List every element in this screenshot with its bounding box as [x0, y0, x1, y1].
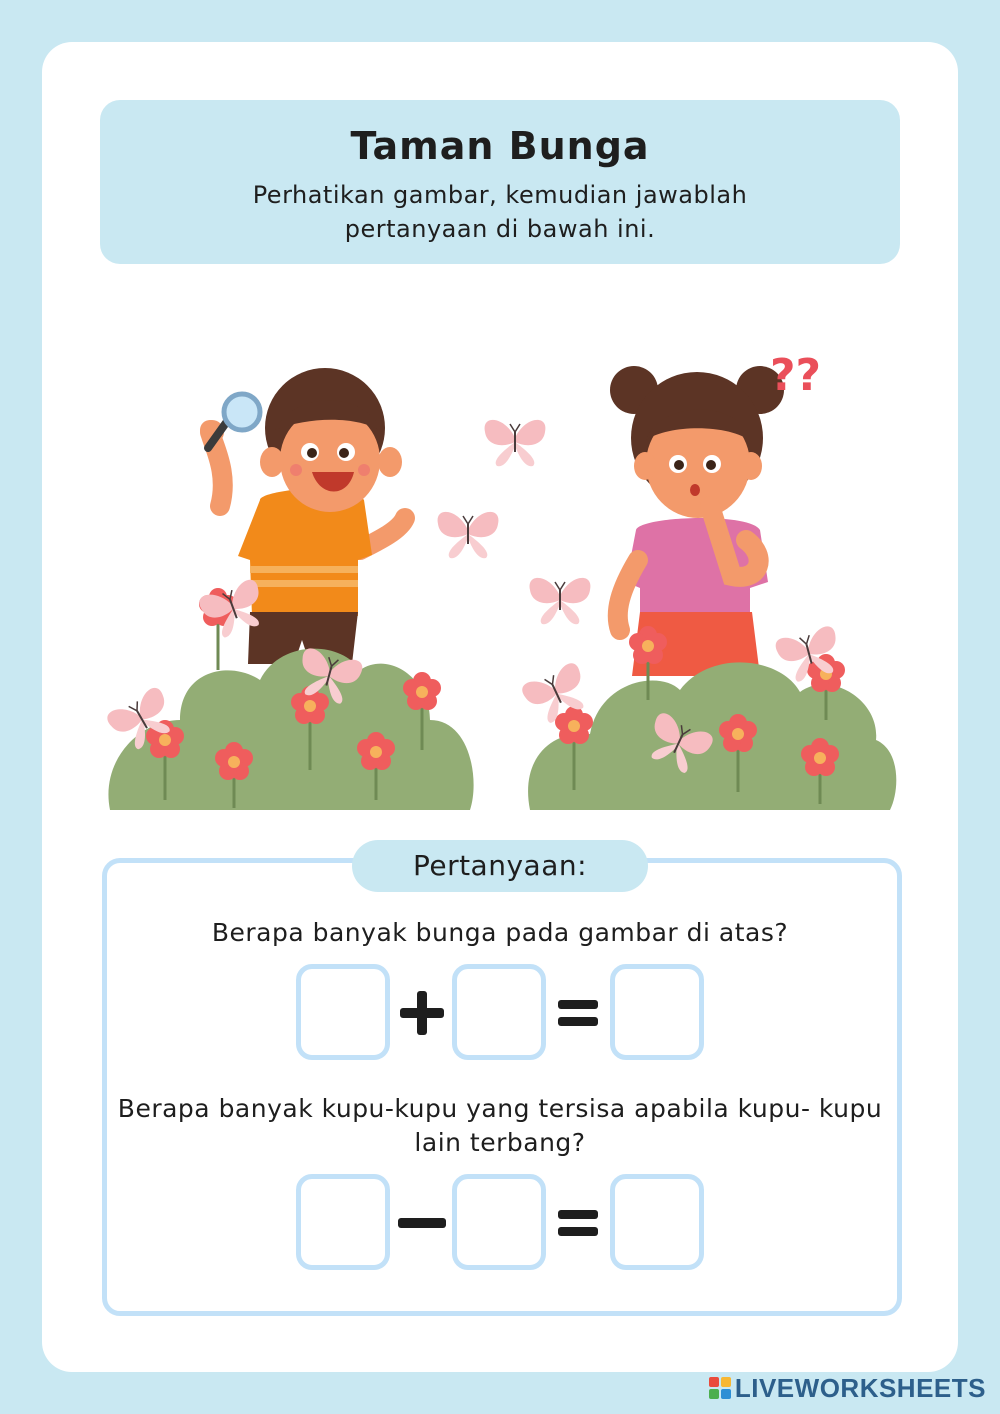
minus-icon: [392, 1174, 452, 1270]
footer-brand: [709, 1370, 986, 1406]
liveworksheets-logo-icon: [709, 1377, 731, 1399]
q2-answer-box-2[interactable]: [452, 1174, 546, 1270]
question-1-equation: [296, 964, 706, 1060]
plus-icon: [392, 964, 452, 1060]
question-1-text: Berapa banyak bunga pada gambar di atas?: [211, 918, 789, 947]
q1-answer-box-2[interactable]: [452, 964, 546, 1060]
header-panel: [100, 100, 900, 264]
page-title: Taman Bunga: [350, 124, 650, 168]
page-instructions: Perhatikan gambar, kemudian jawablah pertanyaan di bawah ini.: [252, 181, 748, 243]
question-2-equation: [296, 1174, 706, 1270]
questions-label: Pertanyaan:: [352, 840, 648, 892]
q2-answer-box-1[interactable]: [296, 1174, 390, 1270]
magnifier-icon: [224, 394, 260, 430]
q2-answer-box-3[interactable]: [610, 1174, 704, 1270]
garden-illustration: [100, 320, 900, 840]
q1-answer-box-1[interactable]: [296, 964, 390, 1060]
question-2-text: Berapa banyak kupu-kupu yang tersisa apabila kupu- kupu lain terbang?: [117, 1094, 883, 1157]
girl-figure: [610, 366, 784, 676]
question-marks-icon: ??: [770, 350, 822, 401]
equals-icon: [548, 964, 608, 1060]
brand-name: LIVEWORKSHEETS: [734, 1372, 986, 1403]
equals-icon: [548, 1174, 608, 1270]
q1-answer-box-3[interactable]: [610, 964, 704, 1060]
